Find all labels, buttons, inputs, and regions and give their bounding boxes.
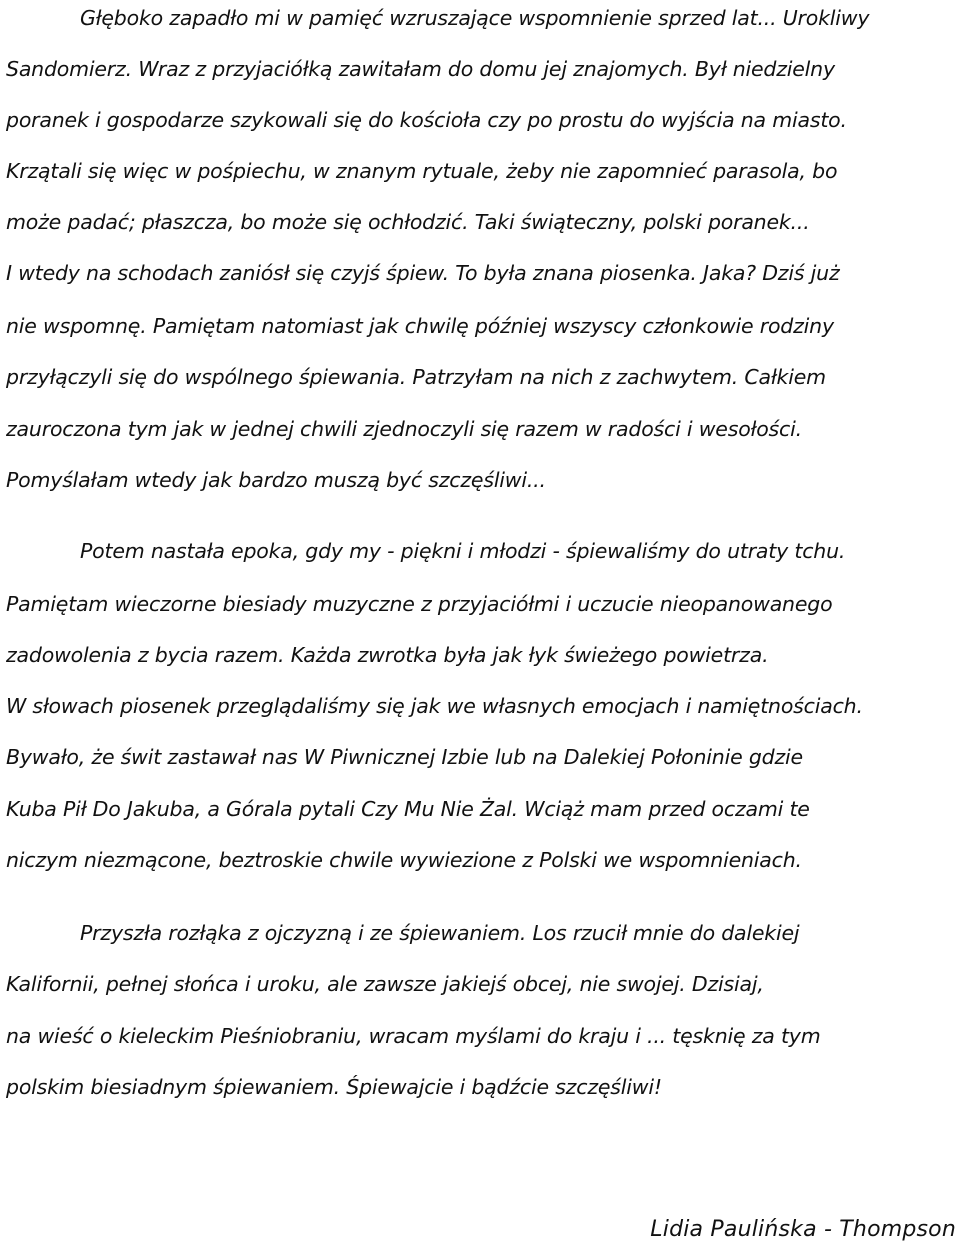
text-line: Bywało, że świt zastawał nas W Piwnicznej Izbie lub na Dalekiej Połoninie gdzie bbox=[6, 745, 803, 769]
signature: Lidia Paulińska - Thompson bbox=[650, 1217, 956, 1242]
text-line: nie wspomnę. Pamiętam natomiast jak chwilę później wszyscy członkowie rodziny bbox=[6, 314, 834, 338]
text-line: może padać; płaszcza, bo może się ochłodzić. Taki świąteczny, polski poranek... bbox=[6, 210, 810, 234]
text-line: zauroczona tym jak w jednej chwili zjednoczyli się razem w radości i wesołości. bbox=[6, 417, 802, 441]
text-line: Pamiętam wieczorne biesiady muzyczne z przyjaciółmi i uczucie nieopanowanego bbox=[6, 592, 833, 616]
text-line: polskim biesiadnym śpiewaniem. Śpiewajcie i bądźcie szczęśliwi! bbox=[6, 1075, 662, 1099]
text-line: Przyszła rozłąka z ojczyzną i ze śpiewaniem. Los rzucił mnie do dalekiej bbox=[80, 921, 800, 945]
text-line: Potem nastała epoka, gdy my - piękni i młodzi - śpiewaliśmy do utraty tchu. bbox=[80, 539, 846, 563]
text-line: poranek i gospodarze szykowali się do kościoła czy po prostu do wyjścia na miasto. bbox=[6, 108, 847, 132]
text-line: Pomyślałam wtedy jak bardzo muszą być szczęśliwi... bbox=[6, 468, 546, 492]
text-line: niczym niezmącone, beztroskie chwile wywiezione z Polski we wspomnieniach. bbox=[6, 848, 802, 872]
text-line: Krzątali się więc w pośpiechu, w znanym rytuale, żeby nie zapomnieć parasola, bo bbox=[6, 159, 838, 183]
text-line: Kuba Pił Do Jakuba, a Górala pytali Czy Mu Nie Żal. Wciąż mam przed oczami te bbox=[6, 797, 810, 821]
text-line: W słowach piosenek przeglądaliśmy się jak we własnych emocjach i namiętnościach. bbox=[6, 694, 863, 718]
text-line: Sandomierz. Wraz z przyjaciółką zawitałam do domu jej znajomych. Był niedzielny bbox=[6, 57, 835, 81]
text-line: na wieść o kieleckim Pieśniobraniu, wracam myślami do kraju i ... tęsknię za tym bbox=[6, 1024, 821, 1048]
text-line: przyłączyli się do wspólnego śpiewania. Patrzyłam na nich z zachwytem. Całkiem bbox=[6, 365, 826, 389]
text-line: Kalifornii, pełnej słońca i uroku, ale zawsze jakiejś obcej, nie swojej. Dzisiaj, bbox=[6, 972, 764, 996]
text-line: Głęboko zapadło mi w pamięć wzruszające wspomnienie sprzed lat... Urokliwy bbox=[80, 6, 870, 30]
text-line: I wtedy na schodach zaniósł się czyjś śpiew. To była znana piosenka. Jaka? Dziś już bbox=[6, 261, 840, 285]
text-line: zadowolenia z bycia razem. Każda zwrotka była jak łyk świeżego powietrza. bbox=[6, 643, 769, 667]
